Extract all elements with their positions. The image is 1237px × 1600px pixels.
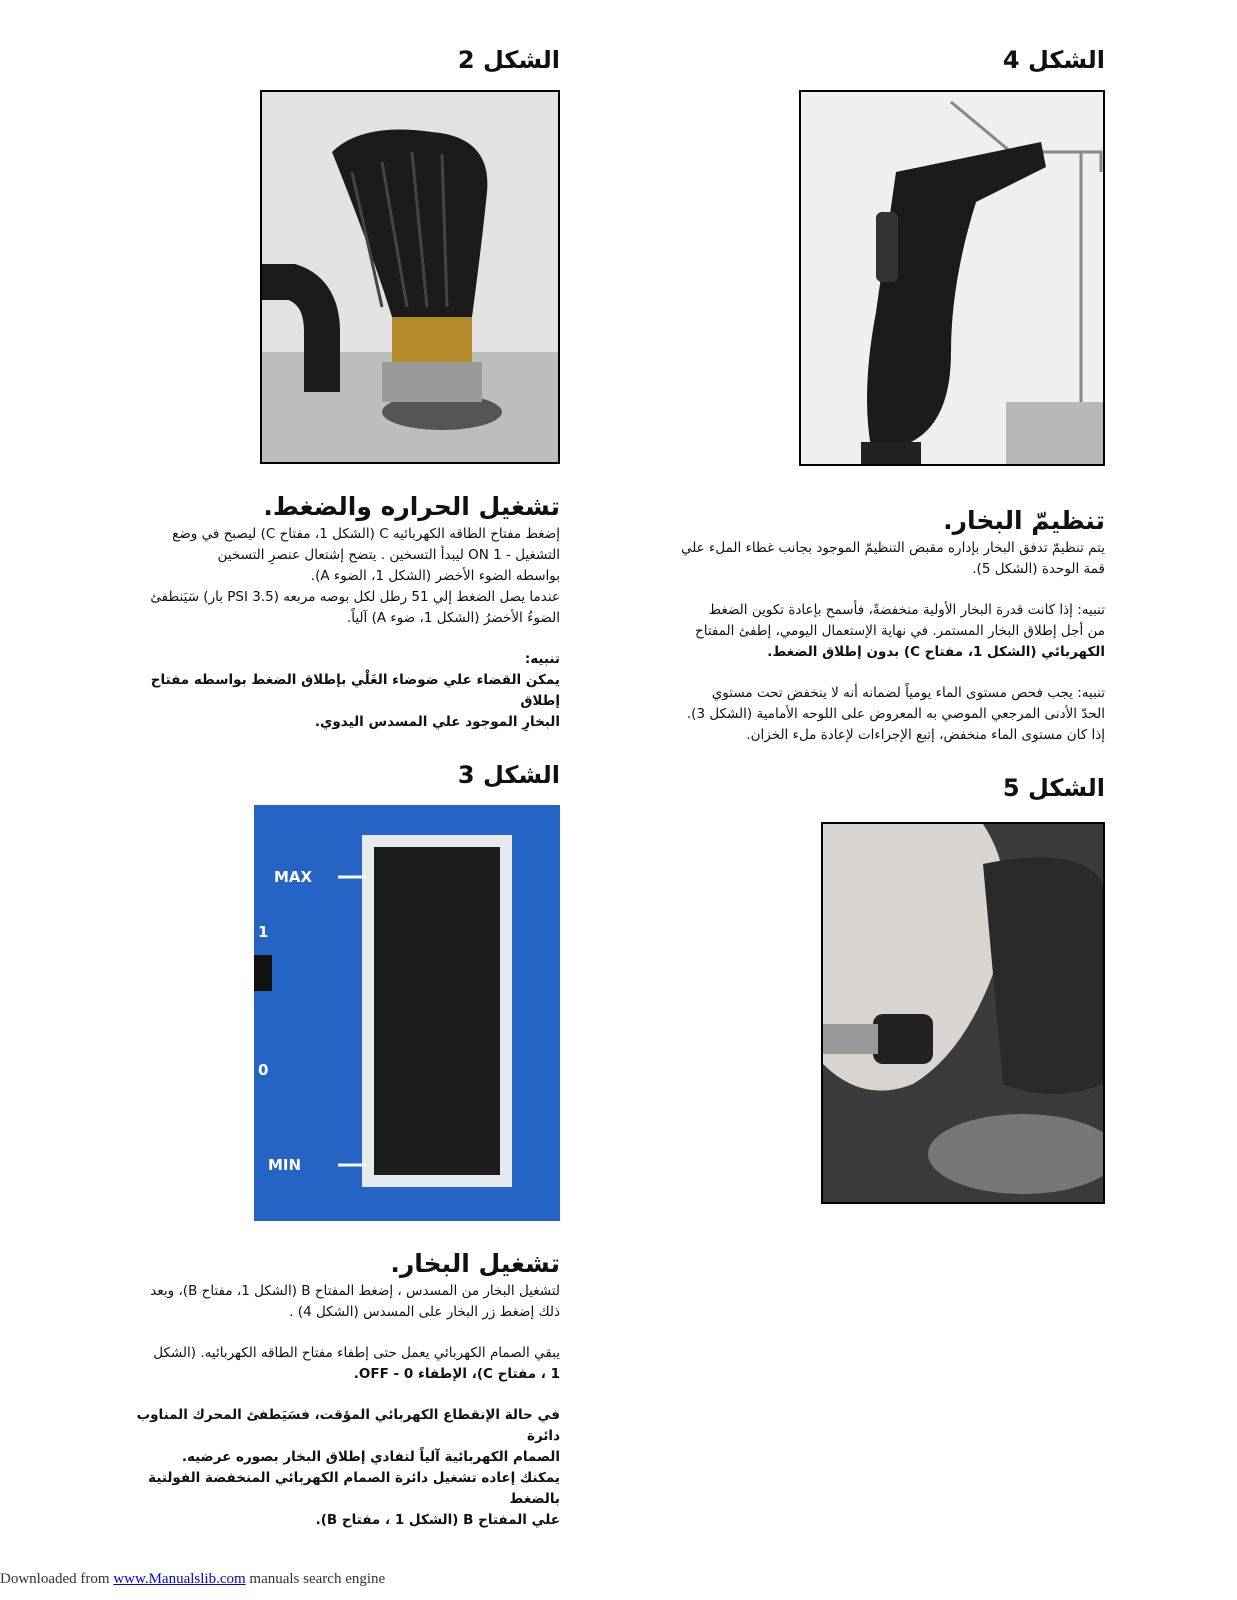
heat-note-line: يمكن القضاء علي ضوضاء الغَلْي بإطلاق الضغط بواسطه مفتاح إطلاق xyxy=(150,672,560,709)
steam-adj-warning-line: تنبيه: إذا كانت قدرة البخار الأولية منخفضةً، فأسمح بإعادة تكوين الضغط xyxy=(708,602,1105,618)
figure-3-title: الشكل 3 xyxy=(457,761,560,789)
heat-text-line: عندما يصل الضغط إلي 51 رطل لكل بوصه مربعه (3.5 PSI بار) سَيَنطفئ xyxy=(150,589,560,605)
steam-op-text-line: يبقي الصمام الكهربائي يعمل حتى إطفاء مفتاح الطاقه الكهربائيه. (الشكل xyxy=(153,1345,560,1361)
heat-text-line: إضغط مفتاح الطاقه الكهربائيه C (الشكل 1، مفتاح C) ليصبح في وضع xyxy=(172,526,560,542)
steam-op-text-line: علي المفتاح B (الشكل 1 ، مفتاح B). xyxy=(315,1512,560,1528)
steam-op-text-line: في حالة الإنقطاع الكهربائي المؤقت، فسَيَطفئ المحرك المناوب دائرة xyxy=(136,1407,560,1444)
steam-op-text-line: لتشغيل البخار من المسدس ، إضغط المفتاح B (الشكل 1، مفتاح B)، وبعد xyxy=(150,1283,560,1299)
steam-adj-warning-line: الحدّ الأدنى المرجعي الموصي به المعروض على اللوحه الأمامية (الشكل 3). xyxy=(686,706,1105,722)
manualslib-link[interactable]: www.Manualslib.com xyxy=(113,1571,246,1587)
figure-4-title: الشكل 4 xyxy=(1002,46,1105,74)
heat-text-line: بواسطه الضوء الأخضر (الشكل 1، الضوء A). xyxy=(310,568,560,584)
steam-op-text-line: يمكنك إعاده تشغيل دائرة الصمام الكهربائي المنخفضة الفولتية بالضغط xyxy=(148,1470,560,1507)
steam-adj-warning-line: من أجل إطلاق البخار المستمر. في نهاية الإستعمال اليومي، إطفئ المفتاح xyxy=(695,623,1105,639)
heat-note-line: البخارِ الموجود علي المسدس اليدوي. xyxy=(314,714,560,730)
heat-text-line: الضوءُ الأخضرُ (الشكل 1، ضوء A) آلياً. xyxy=(346,610,560,626)
steam-op-text-line: ذلك إضغط زر البخار على المسدس (الشكل 4) . xyxy=(289,1304,560,1320)
figure-2-title: الشكل 2 xyxy=(457,46,560,74)
knob-illustration xyxy=(262,92,558,462)
steam-op-text-line: 1 ، مفتاح C)، الإطفاء 0 - OFF. xyxy=(353,1366,560,1382)
figure-5-photo-adjust-knob xyxy=(821,822,1105,1204)
steam-adjust-section-title: تنظيمّ البخار. xyxy=(943,506,1105,535)
footer-suffix: manuals search engine xyxy=(245,1571,386,1587)
footer xyxy=(0,1571,385,1588)
adjust-knob-illustration xyxy=(823,824,1103,1202)
heat-pressure-section-title: تشغيل الحراره والضغط. xyxy=(263,492,560,521)
figure-5-title: الشكل 5 xyxy=(1002,774,1105,802)
gauge-label-zero: 0 xyxy=(258,1061,269,1079)
steam-gun-illustration xyxy=(801,92,1103,464)
water-gauge-illustration xyxy=(254,805,560,1221)
steam-adj-warning-line: إذا كان مستوى الماء منخفض، إتبع الإجراءات لإعادة ملء الخزان. xyxy=(746,727,1105,743)
footer-prefix: Downloaded from xyxy=(0,1571,114,1587)
figure-4-photo-steam-gun xyxy=(799,90,1105,466)
heat-note-label: تنبيه: xyxy=(524,651,560,667)
figure-3-photo-water-gauge xyxy=(254,805,560,1221)
heat-text-line: التشغيل - ON 1 ليبدأ التسخين . يتضح إشتعال عنصرِ التسخين xyxy=(217,547,560,563)
steam-adj-warning-line: تنبيه: يجب فحص مستوى الماء يومياً لضمانه أنه لا ينخفض تحت مستوي xyxy=(711,685,1105,701)
steam-adj-text-line: يتم تنظيمّ تدفق البخار بإداره مقبض التنظيمّ الموجود بجانب غطاء الملء علي xyxy=(680,540,1105,556)
steam-operation-section-title: تشغيل البخار. xyxy=(390,1249,560,1278)
steam-adj-text-line: قمة الوحدة (الشكل 5). xyxy=(972,561,1105,577)
gauge-label-one: 1 xyxy=(258,923,269,941)
steam-adj-warning-line: الكهربائي (الشكل 1، مفتاح C) بدون إطلاق الضغط. xyxy=(767,644,1105,660)
gauge-label-max: MAX xyxy=(274,868,313,886)
steam-op-text-line: الصمام الكهربائية آلياً لتفادي إطلاق البخار بصوره عرضيه. xyxy=(181,1449,560,1465)
right-column xyxy=(650,40,1105,1204)
figure-2-photo-knob xyxy=(260,90,560,464)
left-column xyxy=(120,40,560,1531)
gauge-label-min: MIN xyxy=(268,1156,302,1174)
